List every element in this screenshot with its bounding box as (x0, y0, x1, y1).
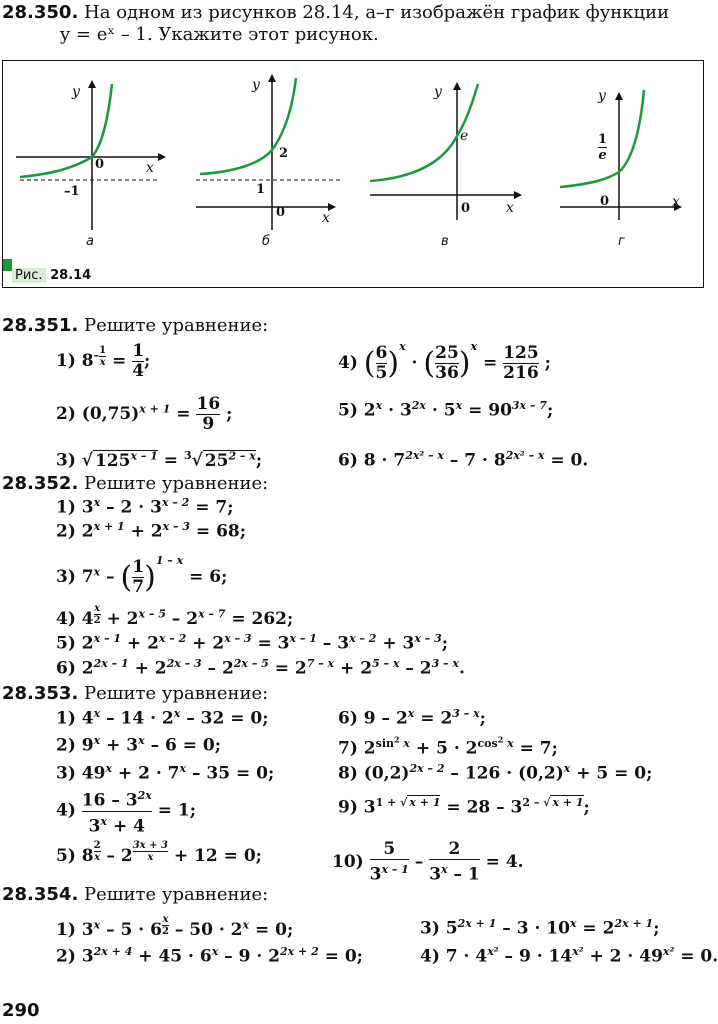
equation-351-6: 6) $8 \cdot 7^{2x^2 - x} - 7 \cdot 8^{2x^2 - x} = 0$. (338, 449, 589, 471)
axis-label-x: x (146, 160, 154, 176)
equation-351-3: 3) √ $125^{x - 1} = ^3√$ 25$^{2 - x}$; (56, 449, 263, 471)
equation-353-4: 4) $\frac{16 - 3^{2x}}{3^x + 4}$ = 1; (56, 789, 197, 837)
equation-352-4: 4) 4 $^{\frac{x}{2}}$ + $2^{x - 5} - 2^{x - 7} = 262$; (56, 603, 294, 630)
problem-number: 28.352. (2, 473, 79, 494)
item-number: 3) (56, 567, 76, 587)
item-number: 4) (56, 800, 76, 821)
problem-instruction: Решите уравнение: (84, 473, 269, 494)
problem-28-352 (2, 473, 268, 494)
panel-label-b: б (262, 234, 271, 249)
figure-caption (12, 268, 91, 283)
problem-28-351 (2, 315, 268, 336)
item-number: 2) (56, 946, 76, 967)
problem-28-354 (2, 884, 268, 905)
problem-28-353 (2, 683, 268, 704)
equation-352-3: 3) 7$^x$ – ( $\frac{1}{7}$ )$^{1 - x}$ = 6; (56, 554, 228, 597)
item-number: 3) (56, 763, 76, 784)
item-number: 6) (338, 450, 358, 471)
equation-353-8: 8) $(0,2)^{2x - 2} - 126 \cdot (0,2)^x + 5 = 0$; (338, 762, 653, 784)
equation-351-2: 2) $(0,75)^{x + 1}$ = $\frac{16}{9}$ ; (56, 394, 233, 434)
problem-text-line1: На одном из рисунков 28.14, а–г изображён график функции (84, 2, 670, 23)
origin-label: 0 (461, 201, 471, 216)
graph-v (370, 82, 522, 220)
equation-351-5: 5) $2^x \cdot 3^{2x} \cdot 5^x = 90^{3x - 7}$; (338, 399, 554, 421)
axis-label-y: y (434, 84, 442, 100)
equation-352-5: 5) $2^{x - 1} + 2^{x - 2} + 2^{x - 3} = 3^{x - 1} - 3^{x - 2} + 3^{x - 3}$; (56, 632, 449, 654)
item-number: 3) (420, 918, 440, 939)
equation-353-2: 2) $9^x + 3^x - 6 = 0$; (56, 734, 222, 756)
equation-354-4: 4) $7 \cdot 4^{x^2} - 9 \cdot 14^{x^2} + 2 \cdot 49^{x^2} = 0$. (420, 945, 718, 967)
caption-marker (3, 259, 12, 271)
item-number: 2) (56, 521, 76, 542)
item-number: 1) (56, 708, 76, 729)
problem-instruction: Решите уравнение: (84, 315, 269, 336)
equation-354-2: 2) $3^{2x + 4} + 45 \cdot 6^x - 9 \cdot 2^{2x + 2} = 0$; (56, 945, 363, 967)
problem-number: 28.350. (2, 2, 79, 23)
item-number: 1) (56, 920, 76, 941)
item-number: 4) (338, 353, 358, 373)
item-number: 6) (56, 658, 76, 679)
equation-354-3: 3) $5^{2x + 1} - 3 \cdot 10^x = 2^{2x + 1}$; (420, 917, 660, 939)
equation-353-1: 1) $4^x - 14 \cdot 2^x - 32 = 0$; (56, 707, 269, 729)
item-number: 9) (338, 797, 358, 818)
origin-label: 0 (276, 205, 286, 220)
equation-353-10: 10) $\frac{5}{3^{x - 1}}$ – $\frac{2}{3^x - 1}$ = 4. (332, 839, 524, 885)
panel-label-a: а (86, 234, 94, 249)
equation-353-3: 3) $49^x + 2 \cdot 7^x - 35 = 0$; (56, 762, 275, 784)
item-number: 6) (338, 708, 358, 729)
item-number: 5) (338, 400, 358, 421)
equation-351-4: 4) ( $\frac{6}{5}$ )$^x$ · ( $\frac{25}{36}$ )$^x$ = $\frac{125}{216}$ ; (338, 340, 551, 383)
axis-label-x: x (322, 210, 330, 226)
equation-353-9: 9) $3^{1 + √ x + 1} = 28 - 3^{2 - √ x + 1}$; (338, 796, 590, 818)
axis-label-y: y (598, 88, 606, 104)
axis-label-y: y (252, 77, 260, 93)
item-number: 1) (56, 497, 76, 518)
item-number: 10) (332, 851, 364, 872)
graph-g (560, 90, 682, 220)
panel-label-g: г (618, 234, 625, 249)
asymptote-label: 1 (256, 182, 266, 197)
point-label-fraction: $\frac{1}{e}$ (598, 132, 608, 163)
graph-b (196, 74, 340, 230)
item-number: 8) (338, 763, 358, 784)
problem-instruction: Решите уравнение: (84, 683, 269, 704)
axis-label-y: y (72, 84, 80, 100)
page-number: 290 (2, 1000, 40, 1021)
item-number: 3) (56, 450, 76, 471)
axis-label-x: x (506, 200, 514, 216)
equation-352-1: 1) $3^x - 2 \cdot 3^{x - 2} = 7$; (56, 496, 234, 518)
problem-number: 28.353. (2, 683, 79, 704)
item-number: 4) (56, 609, 76, 630)
item-number: 4) (420, 946, 440, 967)
equation-352-2: 2) $2^{x + 1} + 2^{x - 3} = 68$; (56, 520, 247, 542)
axis-label-x: x (672, 194, 680, 210)
item-number: 1) (56, 351, 76, 371)
problem-number: 28.351. (2, 315, 79, 336)
problem-28-350 (2, 2, 669, 23)
caption-number: 28.14 (50, 268, 92, 283)
equation-351-1: 1) $8^{- \frac{1}{x}}$ = $\frac{1}{4}$ ; (56, 341, 151, 381)
item-number: 2) (56, 735, 76, 756)
equation-353-6: 6) $9 - 2^x = 2^{3 - x}$; (338, 707, 486, 729)
graph-a (16, 80, 166, 230)
equation-353-5: 5) 8 $^{\frac{2}{x}}$ – 2 $^{\frac{3x + 3}{x}}$ + 12 = 0; (56, 840, 262, 867)
point-label: 2 (279, 146, 289, 161)
point-label: e (460, 128, 469, 144)
item-number: 5) (56, 846, 76, 867)
problem-instruction: Решите уравнение: (84, 884, 269, 905)
item-number: 2) (56, 404, 76, 424)
origin-label: 0 (600, 194, 610, 209)
equation-352-6: 6) $2^{2x - 1} + 2^{2x - 3} - 2^{2x - 5} = 2^{7 - x} + 2^{5 - x} - 2^{3 - x}$. (56, 657, 465, 679)
asymptote-label: –1 (64, 184, 80, 199)
item-number: 7) (338, 738, 358, 759)
panel-label-v: в (441, 234, 449, 249)
origin-label: 0 (95, 157, 105, 172)
caption-label: Рис. (12, 268, 46, 283)
equation-353-7: 7) $2^{sin^2 x} + 5 \cdot 2^{cos^2 x} = 7$; (338, 734, 558, 759)
problem-text-line2: y = eˣ – 1. Укажите этот рисунок. (60, 24, 379, 45)
equation-354-1: 1) 3$^x$ – 5 · 6 $^{\frac{x}{2}}$ – $50 \cdot 2^x = 0$; (56, 914, 294, 941)
problem-number: 28.354. (2, 884, 79, 905)
item-number: 5) (56, 633, 76, 654)
